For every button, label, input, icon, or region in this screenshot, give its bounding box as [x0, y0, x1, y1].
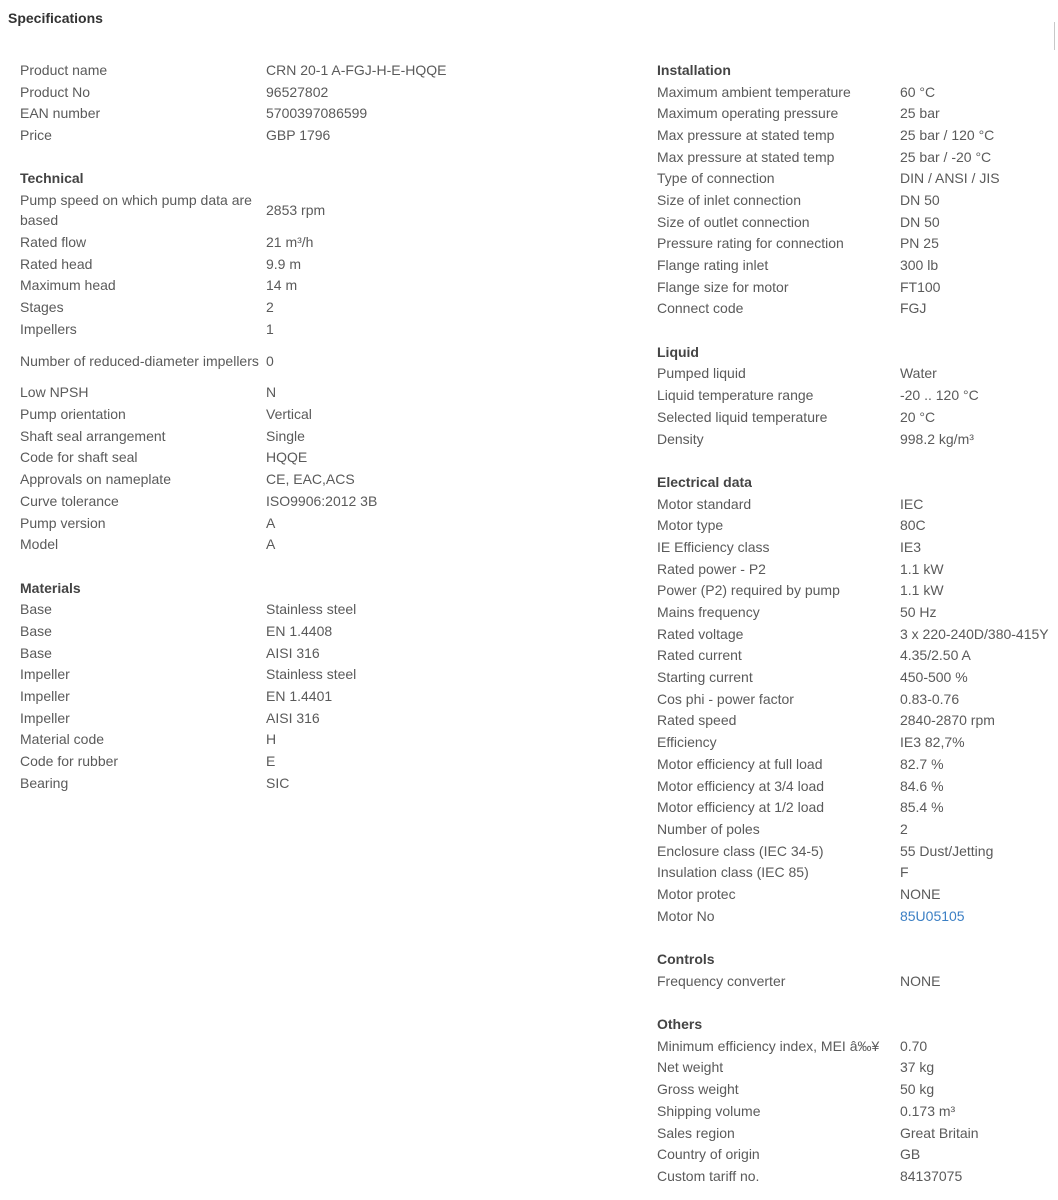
- spec-row-price: [20, 124, 620, 146]
- spec-label: Net weight: [657, 1059, 724, 1076]
- spec-value: 0.173 m³: [899, 1102, 956, 1119]
- spec-label: Impeller: [20, 688, 70, 705]
- spec-label: Maximum head: [20, 277, 116, 294]
- spec-label: Sales region: [657, 1124, 735, 1141]
- spec-label: Approvals on nameplate: [20, 471, 171, 488]
- spec-value: 50 Hz: [899, 604, 937, 621]
- spec-row: [657, 840, 1058, 862]
- spec-row: [20, 512, 620, 534]
- spec-value: PN 25: [899, 235, 939, 252]
- spec-row: [657, 1100, 1058, 1122]
- spec-row: [657, 796, 1058, 818]
- spec-label: Number of poles: [657, 820, 760, 837]
- spec-label: Efficiency: [657, 734, 717, 751]
- spec-label: Minimum efficiency index, MEI â‰¥: [657, 1037, 880, 1054]
- spec-row: [20, 490, 620, 512]
- materials-section: [20, 577, 620, 794]
- spec-label: Cos phi - power factor: [657, 690, 794, 707]
- spec-value: GBP 1796: [266, 126, 331, 143]
- spec-label: Frequency converter: [657, 972, 786, 989]
- spec-value: NONE: [899, 885, 941, 902]
- spec-value: CE, EAC,ACS: [266, 471, 355, 488]
- spec-value: 2840-2870 rpm: [899, 712, 995, 729]
- spec-row: [657, 493, 1058, 515]
- spec-label: Rated current: [657, 647, 742, 664]
- spec-row: [657, 81, 1058, 103]
- section-title-others: Others: [657, 1016, 703, 1033]
- spec-row: [657, 883, 1058, 905]
- spec-label: Pressure rating for connection: [657, 235, 844, 252]
- spec-value: 450-500 %: [899, 669, 968, 686]
- spec-value: H: [266, 731, 277, 748]
- spec-value: CRN 20-1 A-FGJ-H-E-HQQE: [266, 61, 447, 78]
- spec-row-product-name: [20, 59, 620, 81]
- spec-row: [657, 688, 1058, 710]
- spec-label: Base: [20, 644, 52, 661]
- spec-label: Impellers: [20, 320, 77, 337]
- right-column: [657, 59, 1058, 1187]
- spec-row: [657, 298, 1058, 320]
- spec-value: 300 lb: [899, 257, 939, 274]
- spec-label: Stages: [20, 299, 64, 316]
- spec-value: 3 x 220-240D/380-415Y: [899, 625, 1049, 642]
- spec-value: 84137075: [899, 1167, 963, 1184]
- spec-value: EN 1.4401: [266, 688, 333, 705]
- spec-label: Shipping volume: [657, 1102, 761, 1119]
- spec-label: Impeller: [20, 709, 70, 726]
- spec-value: 1.1 kW: [899, 582, 944, 599]
- spec-value: IEC: [899, 495, 924, 512]
- spec-label: Rated voltage: [657, 625, 744, 642]
- spec-label: Material code: [20, 731, 105, 748]
- spec-value: AISI 316: [266, 709, 320, 726]
- spec-value: 4.35/2.50 A: [899, 647, 971, 664]
- general-section: [20, 59, 620, 146]
- spec-row: [657, 710, 1058, 732]
- spec-row: [20, 382, 620, 404]
- spec-label: Motor standard: [657, 495, 752, 512]
- spec-value: NONE: [899, 972, 941, 989]
- section-title-controls: Controls: [657, 951, 715, 968]
- spec-label: Bearing: [20, 774, 69, 791]
- spec-row: [20, 189, 620, 231]
- spec-row: [20, 403, 620, 425]
- spec-value: Stainless steel: [266, 601, 357, 618]
- spec-value: 25 bar / 120 °C: [899, 126, 995, 143]
- others-section: [657, 1013, 1058, 1187]
- controls-section: [657, 948, 1058, 991]
- section-title-liquid: Liquid: [657, 343, 699, 360]
- spec-value: 1.1 kW: [899, 560, 944, 577]
- spec-value: FGJ: [899, 300, 927, 317]
- spec-label: Motor efficiency at 1/2 load: [657, 799, 825, 816]
- spec-row: [20, 253, 620, 275]
- spec-label: Pumped liquid: [657, 365, 746, 382]
- spec-value: 0.70: [899, 1037, 928, 1054]
- spec-label: Selected liquid temperature: [657, 408, 828, 425]
- spec-row: [657, 666, 1058, 688]
- spec-row: [20, 340, 620, 382]
- spec-value: EN 1.4408: [266, 622, 333, 639]
- spec-row: [657, 1122, 1058, 1144]
- spec-label: Rated head: [20, 255, 93, 272]
- spec-value: 82.7 %: [899, 755, 944, 772]
- spec-row: [657, 623, 1058, 645]
- spec-value: N: [266, 384, 277, 401]
- spec-label: Density: [657, 430, 704, 447]
- spec-value: 85.4 %: [899, 799, 944, 816]
- spec-row: [20, 750, 620, 772]
- spec-label: Motor efficiency at 3/4 load: [657, 777, 825, 794]
- spec-row: [20, 707, 620, 729]
- spec-row: [657, 363, 1058, 385]
- spec-row: [657, 514, 1058, 536]
- spec-row: [20, 447, 620, 469]
- section-title-electrical: Electrical data: [657, 473, 752, 490]
- spec-row: [657, 1078, 1058, 1100]
- spec-value: AISI 316: [266, 644, 320, 661]
- spec-row: [657, 102, 1058, 124]
- spec-value: 96527802: [266, 83, 329, 100]
- spec-row: [657, 558, 1058, 580]
- spec-row-ean-number: [20, 102, 620, 124]
- spec-row: [657, 146, 1058, 168]
- spec-value: 55 Dust/Jetting: [899, 842, 994, 859]
- spec-value: 2853 rpm: [266, 202, 326, 219]
- section-title-technical: Technical: [20, 170, 84, 187]
- spec-label: Gross weight: [657, 1081, 739, 1098]
- spec-row: [657, 753, 1058, 775]
- spec-label: Starting current: [657, 669, 753, 686]
- spec-label: Motor efficiency at full load: [657, 755, 823, 772]
- spec-row: [20, 620, 620, 642]
- spec-value: 998.2 kg/m³: [899, 430, 974, 447]
- spec-label: Rated speed: [657, 712, 737, 729]
- spec-label: Rated power - P2: [657, 560, 766, 577]
- spec-row: [657, 861, 1058, 883]
- spec-row: [657, 1035, 1058, 1057]
- spec-label: Code for shaft seal: [20, 449, 138, 466]
- spec-row: [657, 818, 1058, 840]
- spec-row: [20, 533, 620, 555]
- electrical-section: [657, 471, 1058, 926]
- spec-value: DIN / ANSI / JIS: [899, 170, 1000, 187]
- motor-no-link[interactable]: 85U05105: [899, 907, 965, 924]
- spec-value: 80C: [899, 517, 926, 534]
- spec-label: Pump version: [20, 514, 106, 531]
- spec-row: [657, 645, 1058, 667]
- spec-row: [657, 384, 1058, 406]
- spec-value: 37 kg: [899, 1059, 935, 1076]
- spec-label: Custom tariff no.: [657, 1167, 760, 1184]
- spec-label: Connect code: [657, 300, 744, 317]
- spec-label: Impeller: [20, 666, 70, 683]
- spec-label: Mains frequency: [657, 604, 760, 621]
- spec-label: Enclosure class (IEC 34-5): [657, 842, 824, 859]
- spec-label: Maximum ambient temperature: [657, 83, 851, 100]
- spec-value: 25 bar / -20 °C: [899, 148, 992, 165]
- spec-label: EAN number: [20, 105, 101, 122]
- spec-value: 1: [266, 320, 274, 337]
- spec-value: IE3 82,7%: [899, 734, 965, 751]
- spec-label: Base: [20, 601, 52, 618]
- installation-section: [657, 59, 1058, 319]
- liquid-section: [657, 341, 1058, 449]
- spec-value: A: [266, 536, 276, 553]
- spec-value: 0: [266, 352, 274, 369]
- spec-value: ISO9906:2012 3B: [266, 492, 378, 509]
- spec-row: [20, 231, 620, 253]
- spec-row: [20, 296, 620, 318]
- spec-label: Model: [20, 536, 59, 553]
- spec-row: [20, 468, 620, 490]
- spec-label: Curve tolerance: [20, 492, 119, 509]
- spec-label: Flange size for motor: [657, 278, 789, 295]
- spec-label: Motor protec: [657, 885, 736, 902]
- technical-section: [20, 167, 620, 555]
- spec-value: 9.9 m: [266, 255, 302, 272]
- spec-value: DN 50: [899, 213, 940, 230]
- spec-label: Pump orientation: [20, 406, 126, 423]
- spec-row-product-no: [20, 81, 620, 103]
- spec-value: Great Britain: [899, 1124, 979, 1141]
- spec-value: 5700397086599: [266, 105, 368, 122]
- spec-label: Code for rubber: [20, 753, 119, 770]
- spec-row: [20, 318, 620, 340]
- spec-row: [20, 598, 620, 620]
- spec-value: Stainless steel: [266, 666, 357, 683]
- spec-row: [657, 536, 1058, 558]
- spec-row: [657, 189, 1058, 211]
- spec-row: [657, 124, 1058, 146]
- spec-label: Max pressure at stated temp: [657, 148, 835, 165]
- spec-label: Liquid temperature range: [657, 387, 814, 404]
- spec-value: Water: [899, 365, 937, 382]
- spec-row: [657, 580, 1058, 602]
- spec-row: [657, 731, 1058, 753]
- spec-row: [657, 254, 1058, 276]
- spec-row: [657, 601, 1058, 623]
- spec-row: [657, 1057, 1058, 1079]
- spec-value: 60 °C: [899, 83, 936, 100]
- spec-value: HQQE: [266, 449, 308, 466]
- spec-row: [20, 664, 620, 686]
- spec-label: Size of inlet connection: [657, 191, 801, 208]
- spec-label: Maximum operating pressure: [657, 105, 839, 122]
- spec-label: Base: [20, 622, 52, 639]
- spec-label: Rated flow: [20, 233, 87, 250]
- spec-row: [657, 1165, 1058, 1187]
- spec-row: [657, 167, 1058, 189]
- spec-value: -20 .. 120 °C: [899, 387, 979, 404]
- spec-row: [657, 970, 1058, 992]
- spec-row: [657, 233, 1058, 255]
- spec-row: [20, 425, 620, 447]
- spec-row: [657, 428, 1058, 450]
- spec-value: SIC: [266, 774, 290, 791]
- spec-row: [657, 775, 1058, 797]
- section-title-materials: Materials: [20, 579, 81, 596]
- spec-label: Flange rating inlet: [657, 257, 769, 274]
- spec-label: Country of origin: [657, 1146, 760, 1163]
- spec-label: Pump speed on which pump data are based: [20, 192, 252, 229]
- spec-label: Power (P2) required by pump: [657, 582, 840, 599]
- spec-value: E: [266, 753, 276, 770]
- section-title-installation: Installation: [657, 61, 731, 78]
- left-column: [20, 59, 620, 794]
- spec-label: Number of reduced-diameter impellers: [20, 352, 259, 369]
- spec-row: [20, 275, 620, 297]
- spec-value: 2: [899, 820, 908, 837]
- spec-value: Vertical: [266, 406, 312, 423]
- spec-value: 84.6 %: [899, 777, 944, 794]
- spec-label: Product No: [20, 83, 91, 100]
- spec-value: F: [899, 864, 909, 881]
- spec-value: 21 m³/h: [266, 233, 314, 250]
- spec-label: Price: [20, 126, 52, 143]
- spec-row: [20, 729, 620, 751]
- spec-label: Product name: [20, 61, 108, 78]
- spec-value: 0.83-0.76: [899, 690, 960, 707]
- spec-label: Insulation class (IEC 85): [657, 864, 809, 881]
- spec-row: [20, 685, 620, 707]
- spec-value: 50 kg: [899, 1081, 935, 1098]
- spec-label: Low NPSH: [20, 384, 89, 401]
- spec-value: IE3: [899, 538, 921, 555]
- spec-label: Type of connection: [657, 170, 775, 187]
- spec-label: Motor No: [657, 907, 715, 924]
- spec-label: Size of outlet connection: [657, 213, 810, 230]
- spec-label: Motor type: [657, 517, 724, 534]
- spec-value: 20 °C: [899, 408, 936, 425]
- spec-value: FT100: [899, 278, 941, 295]
- spec-value: GB: [899, 1146, 921, 1163]
- spec-row: [657, 211, 1058, 233]
- page-title: Specifications: [8, 10, 103, 26]
- scrollbar[interactable]: [1054, 22, 1055, 50]
- spec-row: [20, 772, 620, 794]
- spec-label: Shaft seal arrangement: [20, 427, 166, 444]
- spec-row: [657, 1143, 1058, 1165]
- spec-label: IE Efficiency class: [657, 538, 770, 555]
- spec-value: 14 m: [266, 277, 298, 294]
- spec-row: [20, 642, 620, 664]
- spec-value: Single: [266, 427, 305, 444]
- spec-value: 2: [266, 299, 274, 316]
- spec-value: 25 bar: [899, 105, 940, 122]
- spec-row: [657, 905, 1058, 927]
- spec-value: DN 50: [899, 191, 940, 208]
- spec-label: Max pressure at stated temp: [657, 126, 835, 143]
- spec-value: A: [266, 514, 276, 531]
- spec-row: [657, 276, 1058, 298]
- spec-row: [657, 406, 1058, 428]
